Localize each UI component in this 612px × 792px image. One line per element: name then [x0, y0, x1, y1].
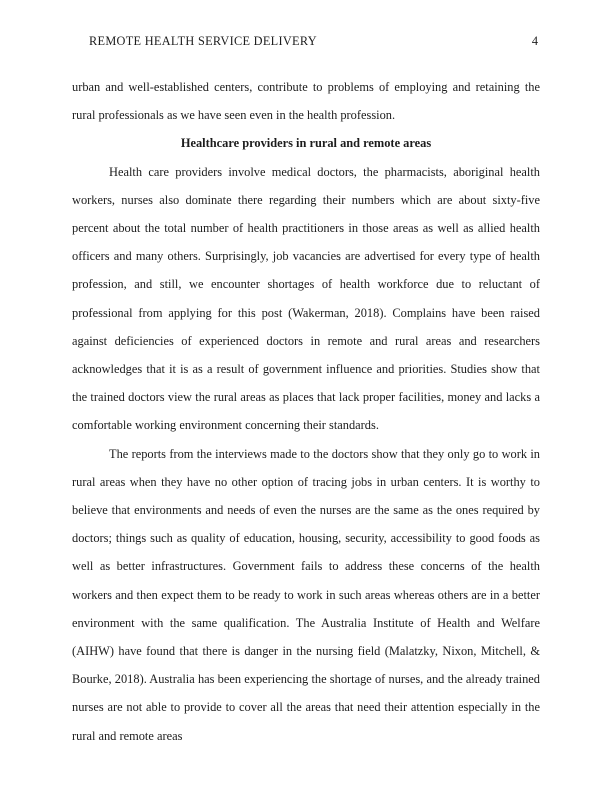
- section-heading: Healthcare providers in rural and remote areas: [180, 136, 432, 151]
- paragraph-reports: The reports from the interviews made to the doctors show that they only go to work in rural areas when they have no other option of tracing jobs in urban centers. It is worthy to believe that environments and needs of even the nurses are the same as the ones required by doctors; things such as quality of education, housing, security, accessibility to good foods as well as better infrastructures. Government fails to address these concerns of the health workers and then expect them to be ready to work in such areas whereas others are in a better environment with the same qualification. The Australia Institute of Health and Welfare (AIHW) have found that there is danger in the nursing field (Malatzky, Nixon, Mitchell, & Bourke, 2018). Australia has been experiencing the shortage of nurses, and the already trained nurses are not able to provide to cover all the areas that need their attention especially in the rural and remote areas: [72, 446, 540, 743]
- page-number: 4: [531, 34, 538, 48]
- page-header: [72, 34, 540, 49]
- paragraph-providers: Health care providers involve medical doctors, the pharmacists, aboriginal health workers, nurses also dominate there regarding their numbers which are about sixty-five percent about the total number of health practitioners in those areas as well as allied health officers and many others. Surprisingly, job vacancies are advertised for every type of health profession, and still, we encounter shortages of health workforce due to reluctant of professional from applying for this post (Wakerman, 2018). Complains have been raised against deficiencies of experienced doctors in remote and rural areas and researchers acknowledges that it is as a result of government influence and priorities. Studies show that the trained doctors view the rural areas as places that lack proper facilities, money and lacks a comfortable working environment concerning their standards.: [72, 164, 540, 433]
- paragraph-continuation: urban and well-established centers, contribute to problems of employing and retaining the rural professionals as we have seen even in the health profession.: [72, 80, 540, 123]
- running-head: REMOTE HEALTH SERVICE DELIVERY: [89, 34, 317, 48]
